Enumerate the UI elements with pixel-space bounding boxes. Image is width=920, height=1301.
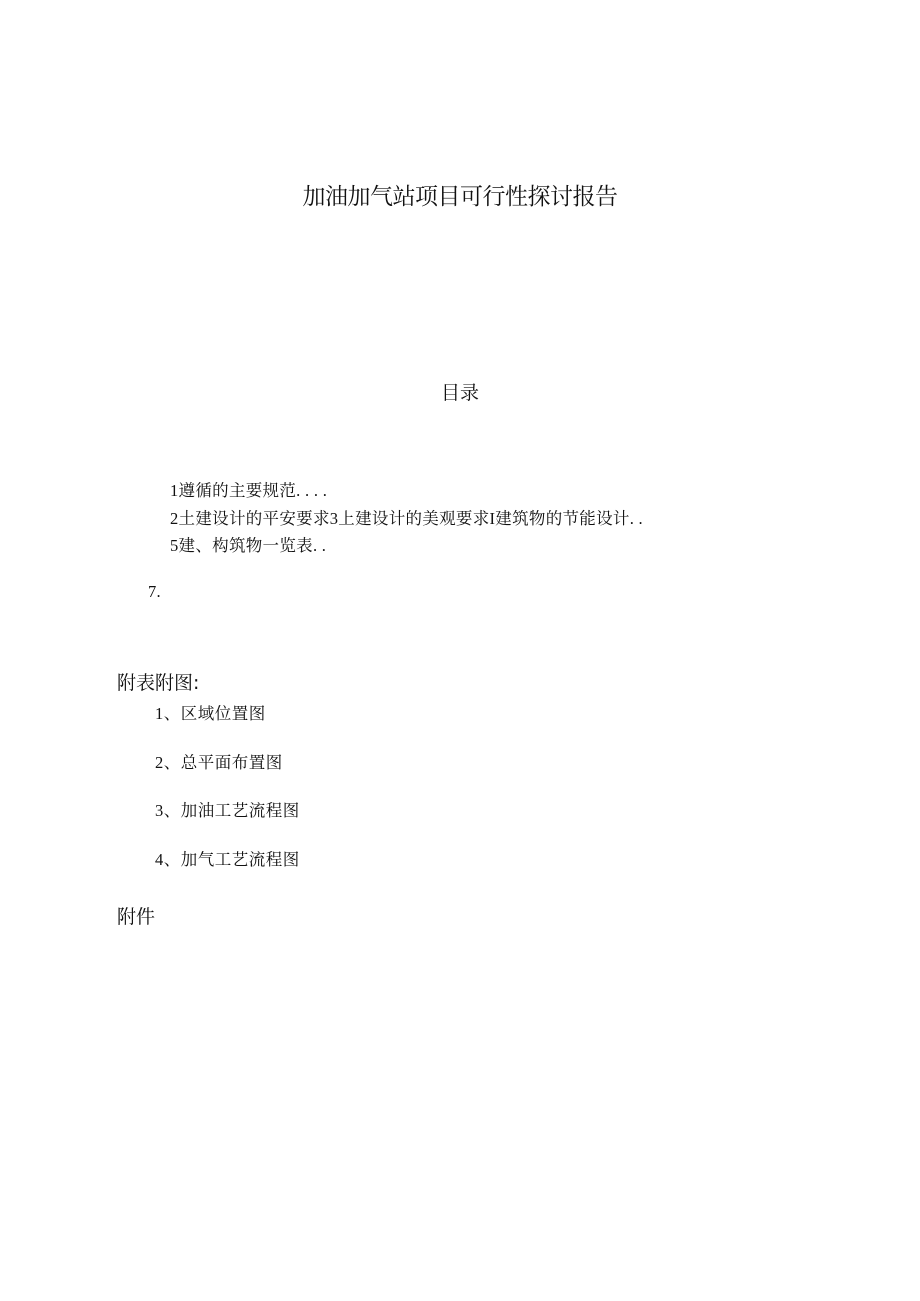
appendix-item: 2、总平面布置图	[155, 753, 283, 772]
appendix-item: 1、区域位置图	[155, 704, 266, 723]
attachments-heading: 附件	[117, 906, 156, 928]
appendix-item: 4、加气工艺流程图	[155, 850, 300, 869]
toc-entry: 5建、构筑物一览表. .	[170, 536, 327, 555]
appendix-heading: 附表附图:	[117, 672, 200, 694]
toc-entry: 1遵循的主要规范. . . .	[170, 481, 328, 500]
appendix-item: 3、加油工艺流程图	[155, 801, 300, 820]
toc-entry: 7.	[148, 582, 161, 601]
document-title: 加油加气站项目可行性探讨报告	[302, 184, 618, 210]
toc-heading: 目录	[440, 382, 479, 404]
toc-entry: 2土建设计的平安要求3上建设计的美观要求I建筑物的节能设计. .	[170, 509, 643, 528]
